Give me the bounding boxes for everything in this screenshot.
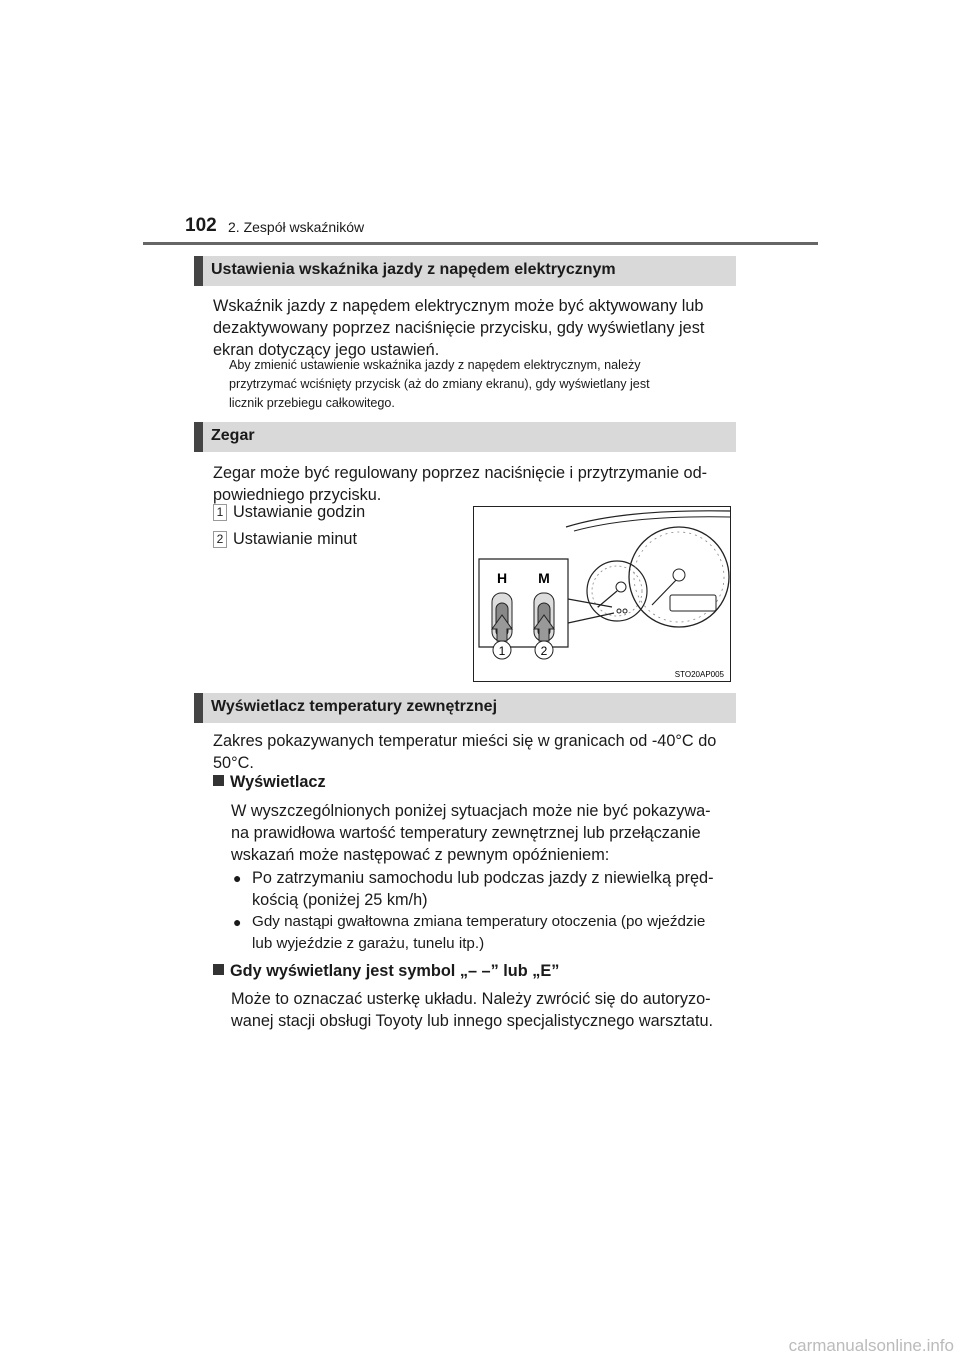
text-line: Zakres pokazywanych temperatur mieści się w granicach od -40°C do — [213, 732, 717, 750]
subsection-heading-display — [213, 773, 326, 792]
square-bullet-icon — [213, 775, 224, 786]
section1-paragraph — [213, 295, 736, 361]
subsection-heading-text: Gdy wyświetlany jest symbol „– –” lub „E” — [230, 962, 560, 980]
text-line: dezaktywowany poprzez naciśnięcie przycisku, gdy wyświetlany jest — [213, 319, 705, 337]
clock-buttons-illustration — [473, 506, 731, 682]
subsection-paragraph — [231, 800, 736, 866]
instrument-cluster-drawing — [474, 507, 730, 681]
text-line: Po zatrzymaniu samochodu lub podczas jazdy z niewielką pręd- — [252, 869, 714, 887]
text-line: licznik przebiegu całkowitego. — [229, 396, 395, 410]
section-heading-ev-indicator — [194, 256, 736, 286]
chapter-title: 2. Zespół wskaźników — [228, 219, 365, 235]
section-heading-text: Zegar — [211, 427, 255, 444]
section2-paragraph — [213, 462, 736, 506]
watermark-text: carmanualsonline.info — [788, 1336, 954, 1355]
text-line: 50°C. — [213, 754, 254, 772]
step-item — [213, 501, 365, 523]
button-h-label: H — [496, 570, 508, 586]
text-line: na prawidłowa wartość temperatury zewnętrznej lub przełączanie — [231, 824, 701, 842]
text-line: Aby zmienić ustawienie wskaźnika jazdy z napędem elektrycznym, należy — [229, 358, 641, 372]
bullet-item — [252, 867, 736, 911]
step-number: 1 — [213, 504, 227, 521]
subsection-heading-symbol — [213, 962, 559, 981]
text-line: Gdy nastąpi gwałtowna zmiana temperatury otoczenia (po wjeździe — [252, 913, 706, 930]
section1-note — [229, 356, 736, 413]
illustration-code: STO20AP005 — [674, 670, 724, 679]
text-line: wanej stacji obsługi Toyoty lub innego specjalistycznego warsztatu. — [231, 1012, 714, 1030]
subsection-heading-text: Wyświetlacz — [230, 773, 326, 791]
text-line: ekran dotyczący jego ustawień. — [213, 341, 440, 359]
header-rule — [143, 242, 818, 245]
section-heading-text: Ustawienia wskaźnika jazdy z napędem elektrycznym — [211, 261, 616, 278]
bullet-item — [252, 911, 736, 955]
text-line: powiedniego przycisku. — [213, 486, 382, 504]
text-line: wskazań może następować z pewnym opóźnieniem: — [231, 846, 610, 864]
text-line: Zegar może być regulowany poprzez naciśnięcie i przytrzymanie od- — [213, 464, 708, 482]
callout-number: 1 — [498, 644, 506, 658]
text-line: W wyszczególnionych poniżej sytuacjach może nie być pokazywa- — [231, 802, 711, 820]
step-number: 2 — [213, 531, 227, 548]
section-heading-clock — [194, 422, 736, 452]
section-heading-text: Wyświetlacz temperatury zewnętrznej — [211, 698, 498, 715]
round-bullet-icon: ● — [233, 870, 242, 886]
step-label: Ustawianie minut — [233, 530, 357, 548]
section3-paragraph — [213, 730, 736, 774]
text-line: przytrzymać wciśnięty przycisk (aż do zmiany ekranu), gdy wyświetlany jest — [229, 377, 650, 391]
text-line: Może to oznaczać usterkę układu. Należy zwrócić się do autoryzo- — [231, 990, 711, 1008]
step-item — [213, 528, 357, 550]
step-label: Ustawianie godzin — [233, 503, 366, 521]
subsection-paragraph — [231, 988, 736, 1032]
callout-number: 2 — [540, 644, 548, 658]
button-m-label: M — [538, 570, 550, 586]
page-number: 102 — [185, 215, 217, 236]
round-bullet-icon: ● — [233, 914, 242, 930]
section-heading-outside-temp — [194, 693, 736, 723]
text-line: Wskaźnik jazdy z napędem elektrycznym może być aktywowany lub — [213, 297, 704, 315]
text-line: lub wyjeździe z garażu, tunelu itp.) — [252, 935, 485, 952]
square-bullet-icon — [213, 964, 224, 975]
text-line: kością (poniżej 25 km/h) — [252, 891, 428, 909]
